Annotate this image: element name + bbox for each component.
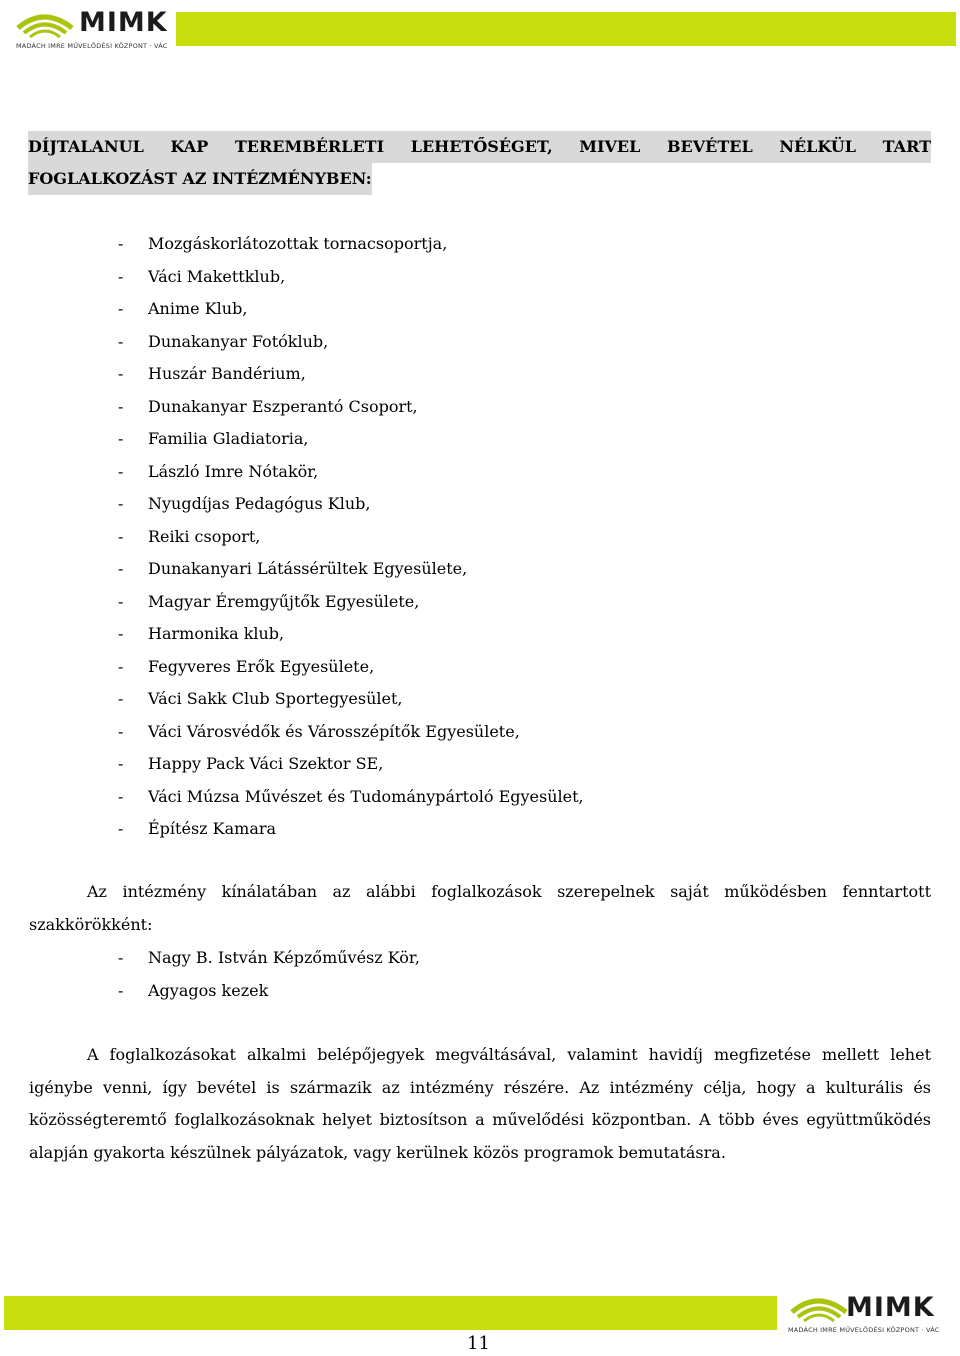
free-rental-groups-list: [118, 228, 584, 846]
list-dash: -: [118, 689, 124, 708]
list-dash: -: [118, 331, 124, 351]
logo-brand: MIMK: [79, 7, 168, 38]
list-item: - Happy Pack Váci Szektor SE,: [118, 748, 584, 781]
footer-accent-bar: [4, 1296, 777, 1330]
list-item: - Váci Városvédők és Városszépítők Egyesülete,: [118, 716, 584, 749]
list-dash: -: [118, 266, 124, 286]
list-item: - Harmonika klub,: [118, 618, 584, 651]
list-dash: -: [118, 819, 124, 838]
list-item: - Nyugdíjas Pedagógus Klub,: [118, 488, 584, 521]
list-item: - Agyagos kezek: [118, 975, 420, 1008]
list-item: - Dunakanyar Fotóklub,: [118, 326, 584, 359]
title-word: BEVÉTEL: [667, 137, 753, 156]
list-dash: -: [118, 754, 124, 773]
logo-subtitle: MADÁCH IMRE MŰVELŐDÉSI KÖZPONT · VÁC: [788, 1326, 940, 1334]
list-item: - Familia Gladiatoria,: [118, 423, 584, 456]
list-item: - Váci Múzsa Művészet és Tudománypártoló Egyesület,: [118, 781, 584, 814]
title-word: DÍJTALANUL: [28, 137, 144, 156]
list-dash: -: [118, 980, 124, 1000]
list-dash: -: [118, 656, 124, 676]
list-item: - Dunakanyar Eszperantó Csoport,: [118, 391, 584, 424]
list-dash: -: [118, 559, 124, 578]
list-item: - Huszár Bandérium,: [118, 358, 584, 391]
logo-arcs-icon: [788, 1288, 850, 1324]
list-item: - Fegyveres Erők Egyesülete,: [118, 651, 584, 684]
title-word: MIVEL: [579, 137, 641, 156]
title-line-1: [28, 131, 931, 163]
logo-subtitle: MADÁCH IMRE MŰVELŐDÉSI KÖZPONT · VÁC: [16, 42, 168, 50]
list-dash: -: [118, 396, 124, 416]
title-word: KAP: [170, 137, 209, 156]
list-dash: -: [118, 591, 124, 611]
title-word: LEHETŐSÉGET,: [410, 137, 553, 156]
list-dash: -: [118, 786, 124, 806]
header-accent-bar: [176, 12, 956, 46]
list-dash: -: [118, 494, 124, 513]
list-item: - Dunakanyari Látássérültek Egyesülete,: [118, 553, 584, 586]
list-dash: -: [118, 429, 124, 448]
header-logo: [14, 4, 179, 50]
list-dash: -: [118, 624, 124, 643]
title-line-2: FOGLALKOZÁST AZ INTÉZMÉNYBEN:: [28, 163, 372, 195]
list-item: - Építész Kamara: [118, 813, 584, 846]
list-dash: -: [118, 948, 124, 967]
list-dash: -: [118, 526, 124, 546]
footer-logo: [788, 1288, 948, 1336]
own-clubs-paragraph: Az intézmény kínálatában az alábbi foglalkozások szerepelnek saját működésben fenntartott szakkörökként:: [29, 882, 931, 934]
title-word: TEREMBÉRLETI: [234, 137, 385, 156]
list-dash: -: [118, 299, 124, 318]
title-word: TART: [882, 137, 931, 156]
list-item: - Magyar Éremgyűjtők Egyesülete,: [118, 586, 584, 619]
list-item: - Reiki csoport,: [118, 521, 584, 554]
section-title: [28, 131, 931, 195]
list-item: - Anime Klub,: [118, 293, 584, 326]
list-item: - Nagy B. István Képzőművész Kör,: [118, 942, 420, 975]
list-item: - László Imre Nótakör,: [118, 456, 584, 489]
page-number: 11: [467, 1333, 490, 1354]
logo-brand: MIMK: [846, 1292, 935, 1323]
list-dash: -: [118, 234, 124, 253]
list-dash: -: [118, 461, 124, 481]
list-item: - Váci Makettklub,: [118, 261, 584, 294]
list-dash: -: [118, 721, 124, 741]
logo-arcs-icon: [14, 4, 76, 40]
summary-paragraph: A foglalkozásokat alkalmi belépőjegyek megváltásával, valamint havidíj megfizetése mellett lehet igénybe venni, így bevétel is származik az intézmény részére. Az intézmény célja, hogy a kulturális és közösségteremtő foglalkozásoknak helyet biztosítson a művelődési központban. A több éves együttműködés alapján gyakorta készülnek pályázatok, vagy kerülnek közös programok bemutatásra.: [29, 1045, 931, 1162]
list-item: - Mozgáskorlátozottak tornacsoportja,: [118, 228, 584, 261]
list-item: - Váci Sakk Club Sportegyesület,: [118, 683, 584, 716]
list-dash: -: [118, 364, 124, 383]
title-word: NÉLKÜL: [779, 137, 856, 156]
own-clubs-list: [118, 942, 420, 1007]
